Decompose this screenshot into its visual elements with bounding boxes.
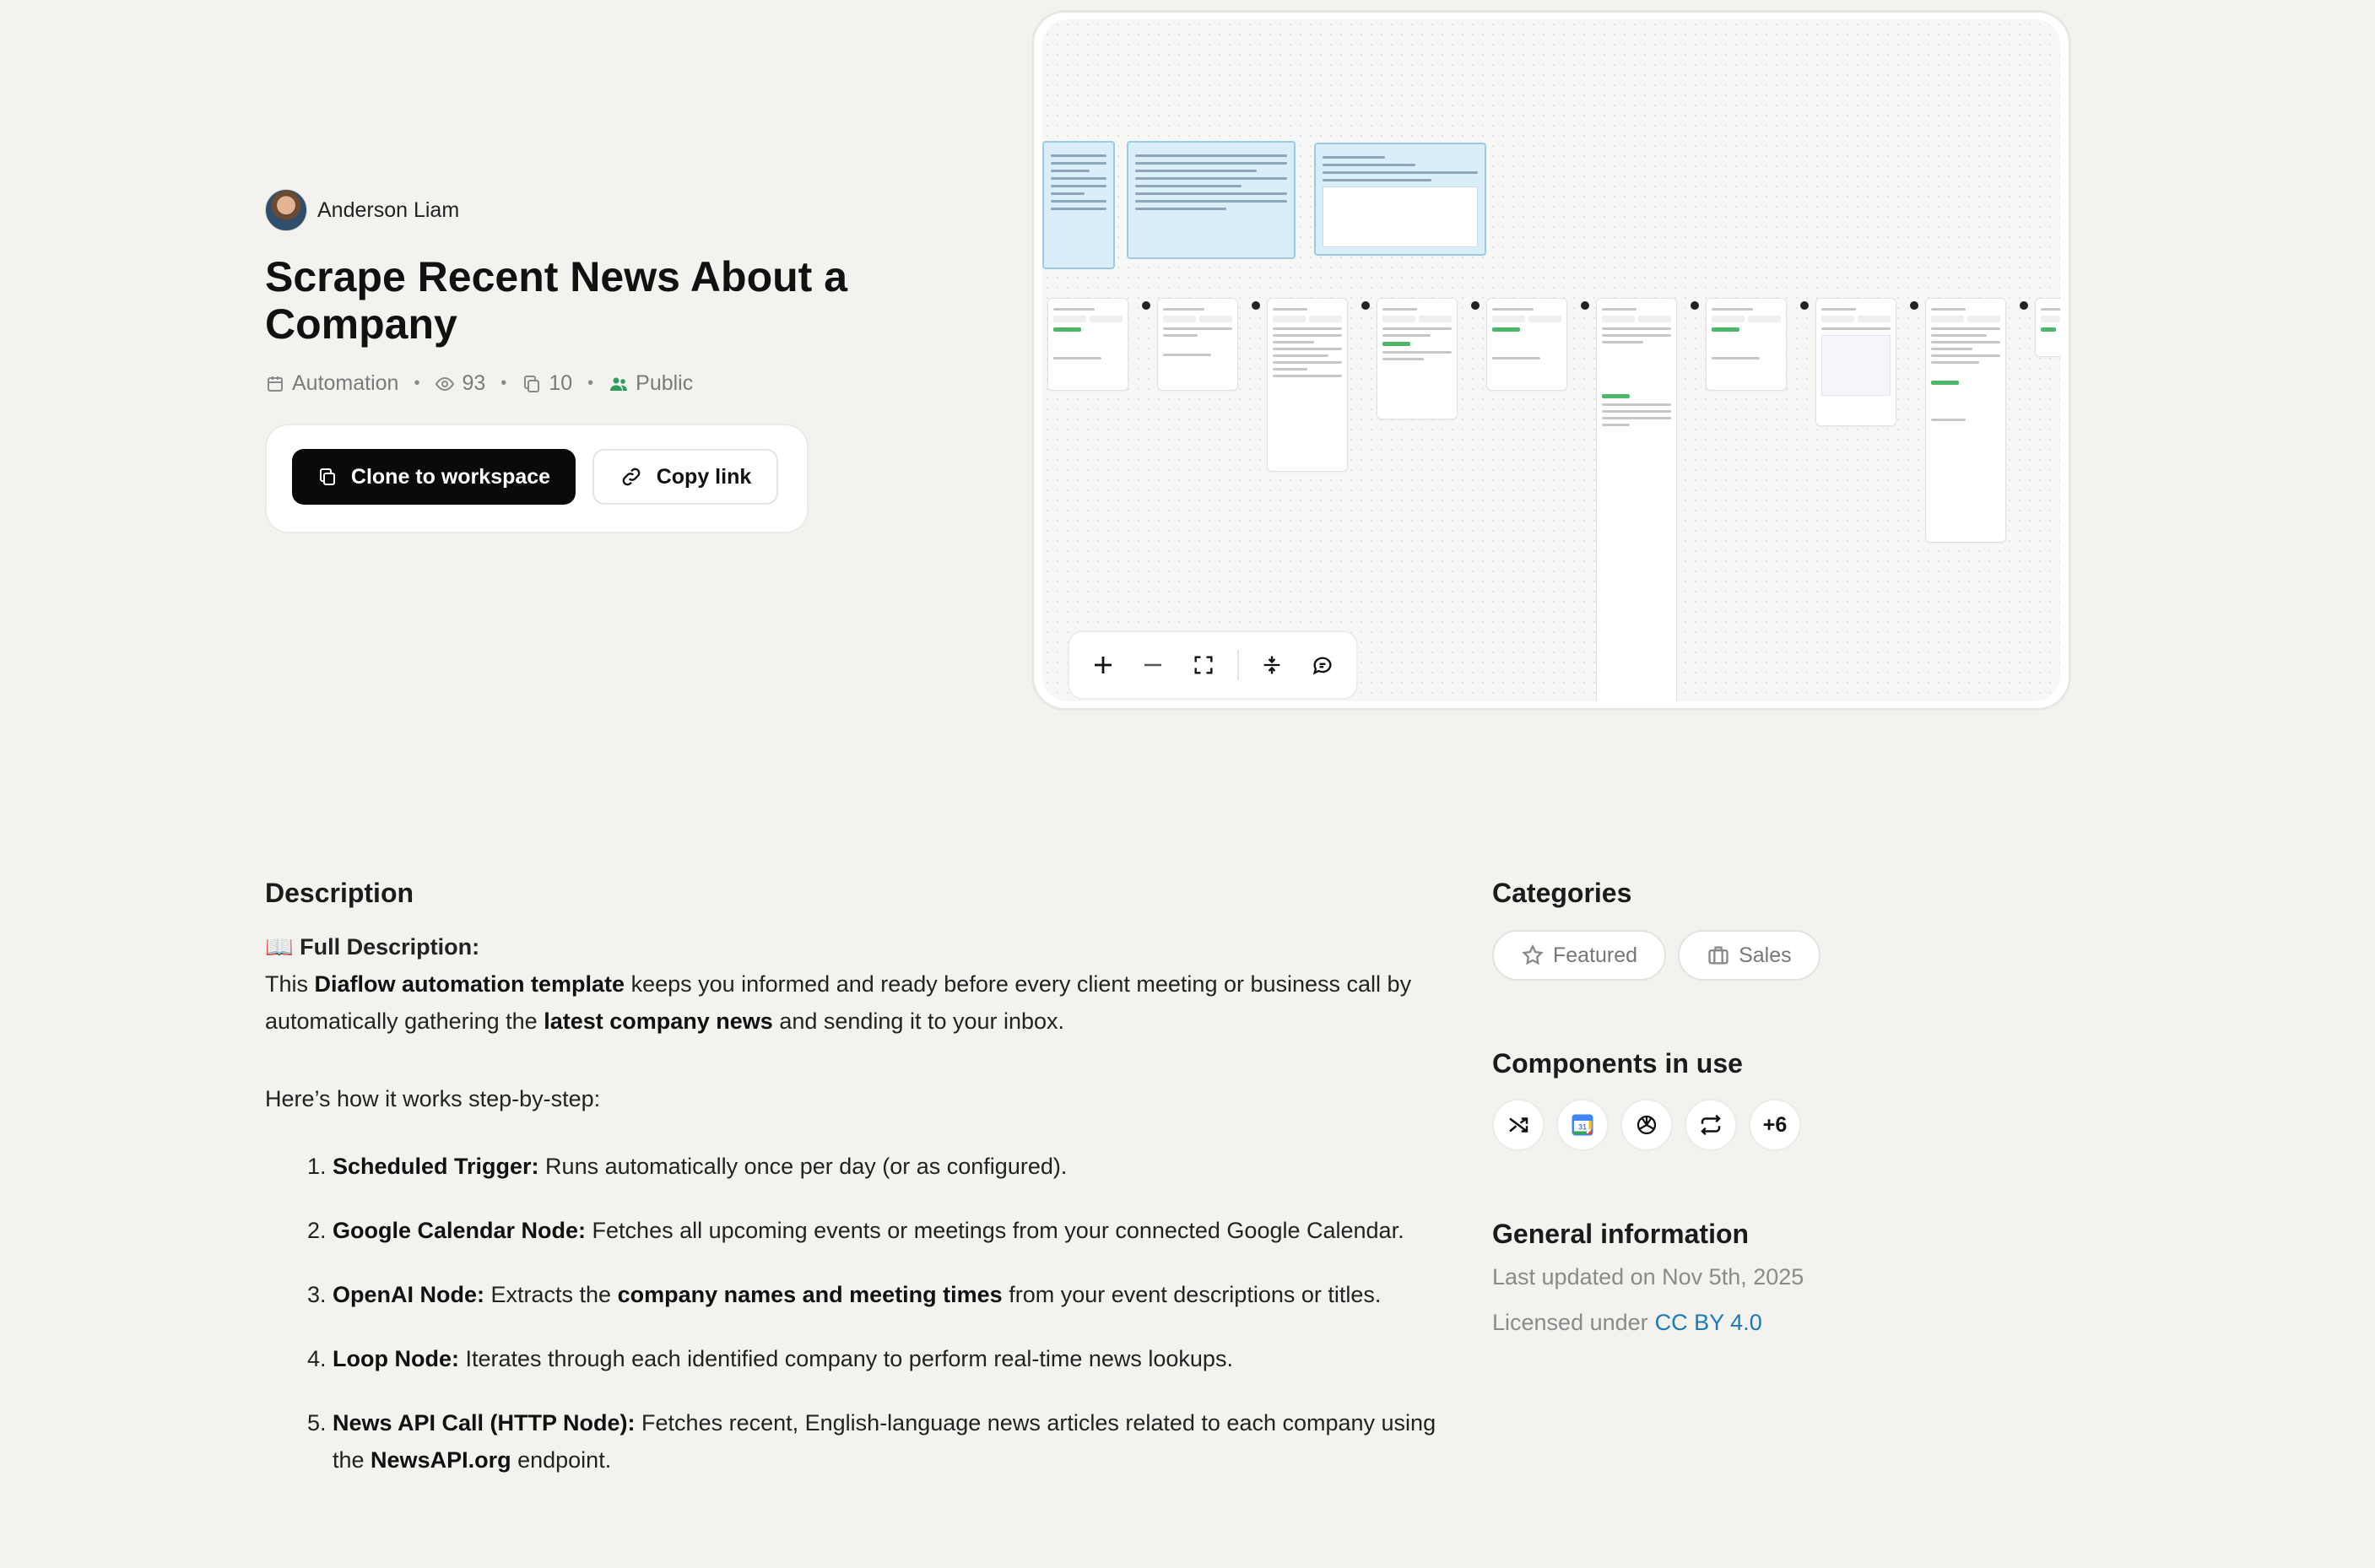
category-chips <box>1492 930 1820 981</box>
components-heading: Components in use <box>1492 1048 1743 1079</box>
list-item: 3. OpenAI Node: Extracts the company names and meeting times from your event descriptions or titles. <box>333 1276 1447 1313</box>
template-meta: Automation • 93 • 10 • Public <box>265 371 693 396</box>
workflow-node[interactable] <box>1377 298 1458 419</box>
page-title: Scrape Recent News About a Company <box>265 253 848 348</box>
workflow-node[interactable] <box>1925 298 2006 543</box>
workflow-canvas[interactable] <box>1042 19 2060 701</box>
sticky-note[interactable] <box>1127 141 1296 259</box>
star-icon <box>1521 944 1545 967</box>
clones-meta: 10 <box>522 371 572 396</box>
comment-icon[interactable] <box>1306 648 1339 682</box>
components-list <box>1492 1099 1801 1151</box>
author[interactable] <box>265 189 459 231</box>
general-info-heading: General information <box>1492 1219 1750 1249</box>
google-calendar-icon[interactable] <box>1556 1099 1609 1151</box>
list-item: 2. Google Calendar Node: Fetches all upcoming events or meetings from your connected Google Calendar. <box>333 1212 1447 1249</box>
steps-list <box>265 1148 1447 1479</box>
briefcase-icon <box>1707 944 1730 967</box>
workflow-node[interactable] <box>2035 298 2060 357</box>
sticky-note[interactable] <box>1042 141 1115 269</box>
auto-layout-icon[interactable] <box>1255 648 1289 682</box>
sticky-note[interactable] <box>1314 143 1486 256</box>
visibility-meta: Public <box>609 371 693 396</box>
users-icon <box>609 374 629 394</box>
description-how: Here’s how it works step-by-step: <box>265 1086 601 1111</box>
description-body <box>265 928 1447 1506</box>
loop-icon[interactable] <box>1685 1099 1737 1151</box>
category-meta: Automation <box>265 371 398 396</box>
workflow-preview[interactable] <box>1031 10 2071 711</box>
eye-icon <box>435 374 455 394</box>
workflow-node[interactable] <box>1706 298 1787 391</box>
description-heading: Description <box>265 878 414 908</box>
link-icon <box>619 465 643 489</box>
views-meta: 93 <box>435 371 485 396</box>
clone-to-workspace-button[interactable]: Clone to workspace <box>292 449 576 505</box>
list-item: 5. News API Call (HTTP Node): Fetches recent, English-language news articles related to each company using the NewsAPI.org endpoint. <box>333 1404 1447 1479</box>
copy-icon <box>522 374 542 394</box>
category-chip-sales[interactable]: Sales <box>1678 930 1820 981</box>
calendar-icon <box>265 374 285 394</box>
fit-view-icon[interactable] <box>1187 648 1220 682</box>
workflow-node[interactable] <box>1267 298 1348 472</box>
workflow-node[interactable] <box>1157 298 1238 391</box>
avatar <box>265 189 307 231</box>
copy-icon <box>317 467 338 487</box>
category-chip-featured[interactable]: Featured <box>1492 930 1666 981</box>
more-components-badge[interactable]: +6 <box>1749 1099 1801 1151</box>
workflow-node[interactable] <box>1486 298 1567 391</box>
list-item: 4. Loop Node: Iterates through each identified company to perform real-time news lookups. <box>333 1340 1447 1377</box>
workflow-node[interactable] <box>1047 298 1128 391</box>
workflow-node[interactable] <box>1596 298 1677 701</box>
copy-link-button[interactable]: Copy link <box>592 449 778 505</box>
svg-text:31: 31 <box>1578 1122 1587 1132</box>
canvas-toolbar <box>1068 630 1358 700</box>
full-description-label: 📖 Full Description: <box>265 934 480 960</box>
workflow-node[interactable] <box>1815 298 1896 426</box>
license-link[interactable]: CC BY 4.0 <box>1654 1310 1762 1335</box>
zoom-in-icon[interactable] <box>1086 648 1120 682</box>
shuffle-icon[interactable] <box>1492 1099 1545 1151</box>
list-item: 1. Scheduled Trigger: Runs automatically once per day (or as configured). <box>333 1148 1447 1185</box>
openai-icon[interactable] <box>1620 1099 1673 1151</box>
last-updated: Last updated on Nov 5th, 2025 <box>1492 1264 1804 1290</box>
license-info: Licensed under CC BY 4.0 <box>1492 1310 1762 1335</box>
author-name: Anderson Liam <box>317 197 460 222</box>
zoom-out-icon[interactable] <box>1136 648 1170 682</box>
description-intro: This Diaflow automation template keeps you informed and ready before every client meeting or business call by automatically gathering the latest company news and sending it to your inbox. <box>265 971 1412 1034</box>
categories-heading: Categories <box>1492 878 1632 908</box>
